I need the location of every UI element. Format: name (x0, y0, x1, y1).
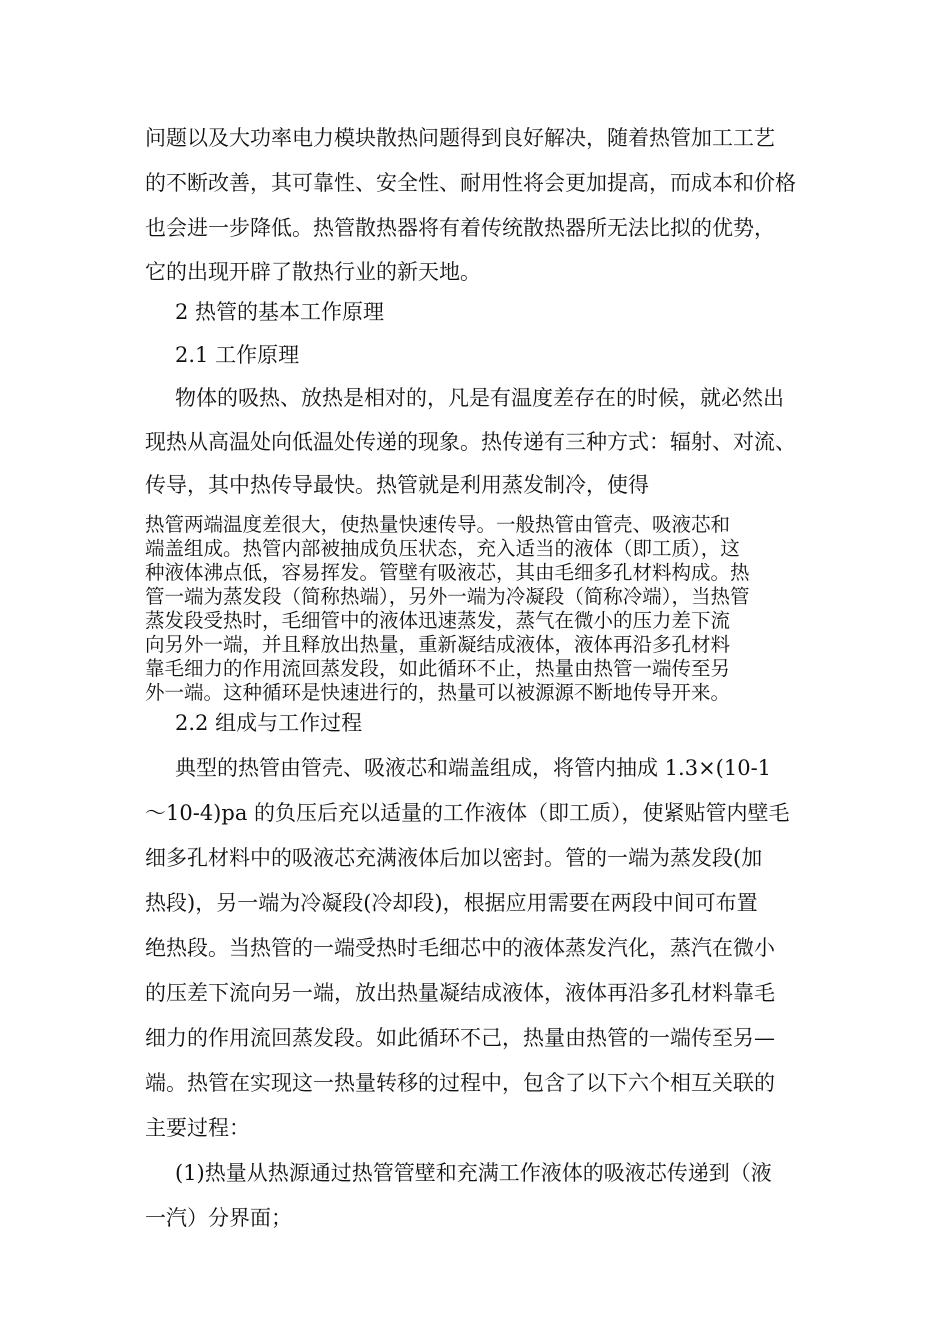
intro-line: 问题以及大功率电力模块散热问题得到良好解决，随着热管加工工艺 (145, 126, 775, 150)
section-heading-2: 2 热管的基本工作原理 (175, 300, 385, 324)
list-item-1-line: (1)热量从热源通过热管管壁和充满工作液体的吸液芯传递到（液 (175, 1161, 772, 1185)
dense-paragraph (145, 513, 810, 705)
principle-line: 传导，其中热传导最快。热管就是利用蒸发制冷，使得 (145, 473, 649, 497)
principle-line: 物体的吸热、放热是相对的，凡是有温度差存在的时候，就必然出 (175, 386, 784, 410)
process-line: 绝热段。当热管的一端受热时毛细芯中的液体蒸发汽化，蒸汽在微小 (145, 936, 775, 960)
process-line: ～10-4)pa 的负压后充以适量的工作液体（即工质），使紧贴管内壁毛 (145, 801, 790, 825)
list-item-1-line: 一汽）分界面； (145, 1206, 292, 1230)
dense-line: 向另外一端，并且释放出热量，重新凝结成液体，液体再沿多孔材料 (145, 633, 731, 656)
process-line: 细力的作用流回蒸发段。如此循环不己，热量由热管的一端传至另— (145, 1026, 775, 1050)
section-heading-2-1: 2.1 工作原理 (175, 343, 300, 367)
process-line: 主要过程： (145, 1116, 250, 1140)
dense-line: 蒸发段受热时，毛细管中的液体迅速蒸发，蒸气在微小的压力差下流 (145, 609, 731, 632)
process-line: 的压差下流向另一端，放出热量凝结成液体，液体再沿多孔材料靠毛 (145, 981, 775, 1005)
dense-line: 热管两端温度差很大，使热量快速传导。一般热管由管壳、吸液芯和 (145, 513, 731, 536)
intro-line: 也会进一步降低。热管散热器将有着传统散热器所无法比拟的优势， (145, 216, 775, 240)
dense-line: 管一端为蒸发段（简称热端），另外一端为冷凝段（简称冷端），当热管 (145, 585, 750, 608)
dense-line: 端盖组成。热管内部被抽成负压状态，充入适当的液体（即工质），这 (145, 537, 740, 560)
principle-line: 现热从高温处向低温处传递的现象。热传递有三种方式：辐射、对流、 (145, 430, 796, 454)
intro-line: 的不断改善，其可靠性、安全性、耐用性将会更加提高，而成本和价格 (145, 171, 796, 195)
section-heading-2-2: 2.2 组成与工作过程 (175, 711, 363, 735)
process-line: 热段)，另一端为冷凝段(冷却段)，根据应用需要在两段中间可布置 (145, 891, 758, 915)
intro-line: 它的出现开辟了散热行业的新天地。 (145, 260, 481, 284)
dense-line: 外一端。这种循环是快速进行的，热量可以被源源不断地传导开来。 (145, 681, 731, 704)
process-line: 端。热管在实现这一热量转移的过程中，包含了以下六个相互关联的 (145, 1071, 775, 1095)
dense-line: 靠毛细力的作用流回蒸发段，如此循环不止，热量由热管一端传至另 (145, 657, 731, 680)
process-line: 典型的热管由管壳、吸液芯和端盖组成，将管内抽成 1.3×(10-1 (175, 756, 772, 780)
dense-line: 种液体沸点低，容易挥发。管壁有吸液芯，其由毛细多孔材料构成。热 (145, 561, 750, 584)
process-line: 细多孔材料中的吸液芯充满液体后加以密封。管的一端为蒸发段(加 (145, 846, 763, 870)
